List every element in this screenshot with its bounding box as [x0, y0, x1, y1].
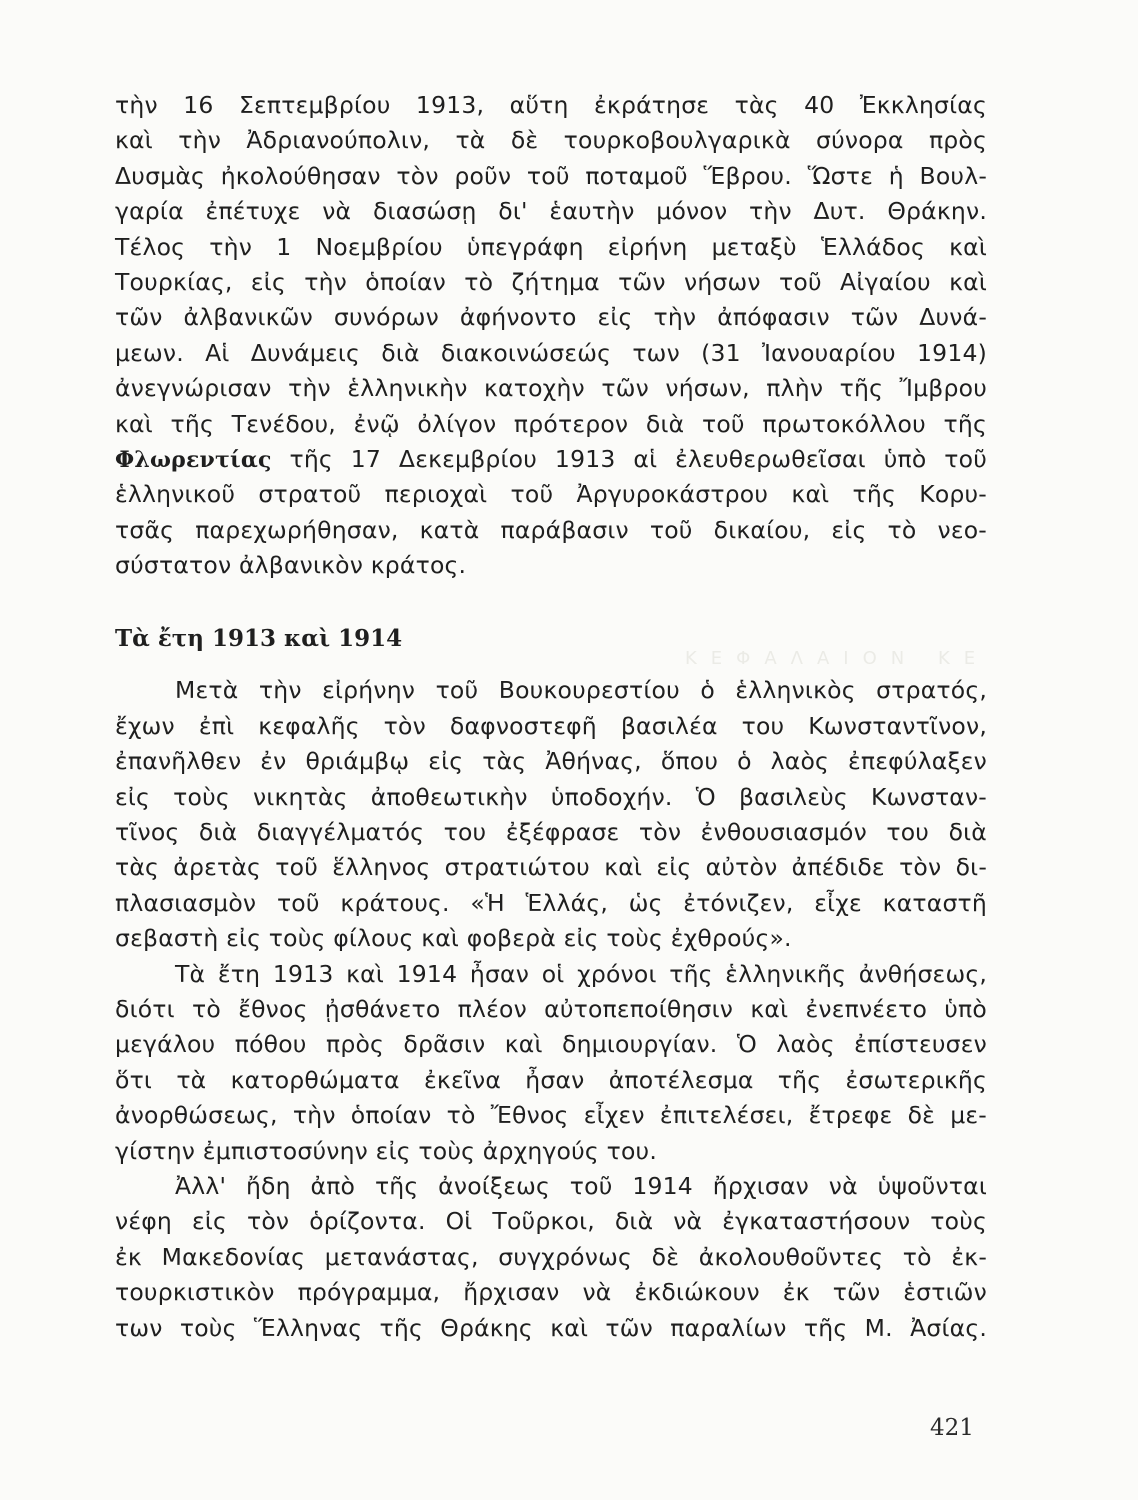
- text-line: εἰς τοὺς νικητὰς ἀποθεωτικὴν ὑποδοχήν. Ὁ βασιλεὺς Κωνσταν-: [115, 782, 987, 811]
- text-line: γαρία ἐπέτυχε νὰ διασώσῃ δι' ἑαυτὴν μόνον τὴν Δυτ. Θράκην.: [115, 197, 987, 226]
- text-line: μεγάλου πόθου πρὸς δρᾶσιν καὶ δημιουργίαν. Ὁ λαὸς ἐπίστευσεν: [115, 1030, 987, 1059]
- text-line: ὅτι τὰ κατορθώματα ἐκεῖνα ἦσαν ἀποτέλεσμα τῆς ἐσωτερικῆς: [115, 1065, 987, 1094]
- bleed-through-text: ΚΕΦΑΛΑΙΟΝ ΚΕ: [685, 648, 990, 669]
- text-line: τὴν 16 Σεπτεμβρίου 1913, αὕτη ἐκράτησε τὰς 40 Ἐκκλησίας: [115, 91, 987, 119]
- text-line: καὶ τὴν Ἀδριανούπολιν, τὰ δὲ τουρκοβουλγαρικὰ σύνορα πρὸς: [115, 126, 987, 155]
- text-line: Δυσμὰς ἠκολούθησαν τὸν ροῦν τοῦ ποταμοῦ Ἕβρου. Ὥστε ἡ Βουλ-: [115, 161, 987, 190]
- text-line: σεβαστὴ εἰς τοὺς φίλους καὶ φοβερὰ εἰς τοὺς ἐχθρούς».: [115, 924, 792, 953]
- paragraph-1: [115, 88, 987, 583]
- text-line: Μετὰ τὴν εἰρήνην τοῦ Βουκουρεστίου ὁ ἑλληνικὸς στρατός,: [175, 676, 987, 705]
- paragraph-3: [115, 957, 987, 1169]
- text-line: ἐκ Μακεδονίας μετανάστας, συγχρόνως δὲ ἀκολουθοῦντες τὸ ἐκ-: [115, 1242, 987, 1271]
- text-line: τῶν ἀλβανικῶν συνόρων ἀφήνοντο εἰς τὴν ἀπόφασιν τῶν Δυνά-: [115, 303, 987, 332]
- text-line: Τὰ ἔτη 1913 καὶ 1914 ἦσαν οἱ χρόνοι τῆς ἑλληνικῆς ἀνθήσεως,: [175, 959, 987, 988]
- text-line: ἐπανῆλθεν ἐν θριάμβῳ εἰς τὰς Ἀθήνας, ὅπου ὁ λαὸς ἐπεφύλαξεν: [115, 747, 987, 776]
- text-line: Ἀλλ' ἤδη ἀπὸ τῆς ἀνοίξεως τοῦ 1914 ἤρχισαν νὰ ὑψοῦνται: [175, 1171, 987, 1200]
- text-line: [115, 442, 987, 477]
- text-line: γίστην ἐμπιστοσύνην εἰς τοὺς ἀρχηγούς του.: [115, 1136, 657, 1165]
- text-line: διότι τὸ ἔθνος ᾐσθάνετο πλέον αὐτοπεποίθησιν καὶ ἐνεπνέετο ὑπὸ: [115, 994, 987, 1023]
- paragraph-4: [115, 1169, 987, 1346]
- text-line: τὰς ἀρετὰς τοῦ ἕλληνος στρατιώτου καὶ εἰς αὐτὸν ἀπέδιδε τὸν δι-: [115, 853, 987, 882]
- text-line: μεων. Αἱ Δυνάμεις διὰ διακοινώσεώς των (31 Ἰανουαρίου 1914): [115, 338, 987, 367]
- section-heading: Τὰ ἔτη 1913 καὶ 1914: [115, 625, 403, 653]
- text-line: Τέλος τὴν 1 Νοεμβρίου ὑπεγράφη εἰρήνη μεταξὺ Ἑλλάδος καὶ: [115, 232, 987, 261]
- text-line: νέφη εἰς τὸν ὁρίζοντα. Οἱ Τοῦρκοι, διὰ νὰ ἐγκαταστήσουν τοὺς: [115, 1207, 987, 1236]
- page-body: [115, 88, 990, 1346]
- text-line: ἀνορθώσεως, τὴν ὁποίαν τὸ Ἔθνος εἶχεν ἐπιτελέσει, ἔτρεφε δὲ με-: [115, 1101, 987, 1130]
- paragraph-2: [115, 673, 987, 956]
- text-line: τουρκιστικὸν πρόγραμμα, ἤρχισαν νὰ ἐκδιώκουν ἐκ τῶν ἑστιῶν: [115, 1278, 987, 1307]
- text-line: τῖνος διὰ διαγγέλματός του ἐξέφρασε τὸν ἐνθουσιασμόν του διὰ: [115, 818, 987, 847]
- text-line: τσᾶς παρεχωρήθησαν, κατὰ παράβασιν τοῦ δικαίου, εἰς τὸ νεο-: [115, 515, 987, 544]
- page-number: 421: [930, 1415, 974, 1441]
- text-line: πλασιασμὸν τοῦ κράτους. «Ἡ Ἑλλάς, ὡς ἐτόνιζεν, εἶχε καταστῆ: [115, 888, 987, 917]
- text-line: των τοὺς Ἕλληνας τῆς Θράκης καὶ τῶν παραλίων τῆς Μ. Ἀσίας.: [115, 1313, 987, 1342]
- bold-term: Φλωρεντίας: [115, 446, 272, 473]
- text-line: ἑλληνικοῦ στρατοῦ περιοχαὶ τοῦ Ἀργυροκάστρου καὶ τῆς Κορυ-: [115, 480, 987, 509]
- text-line: Τουρκίας, εἰς τὴν ὁποίαν τὸ ζήτημα τῶν νήσων τοῦ Αἰγαίου καὶ: [115, 267, 987, 296]
- text-line: ἔχων ἐπὶ κεφαλῆς τὸν δαφνοστεφῆ βασιλέα του Κωνσταντῖνον,: [115, 711, 987, 740]
- text-line: σύστατον ἀλβανικὸν κράτος.: [115, 551, 467, 580]
- text-fragment: τῆς 17 Δεκεμβρίου 1913 αἱ ἐλευθερωθεῖσαι ὑπὸ τοῦ: [289, 444, 988, 473]
- text-line: καὶ τῆς Τενέδου, ἐνῷ ὀλίγον πρότερον διὰ τοῦ πρωτοκόλλου τῆς: [115, 409, 987, 438]
- text-line: ἀνεγνώρισαν τὴν ἑλληνικὴν κατοχὴν τῶν νήσων, πλὴν τῆς Ἴμβρου: [115, 374, 987, 403]
